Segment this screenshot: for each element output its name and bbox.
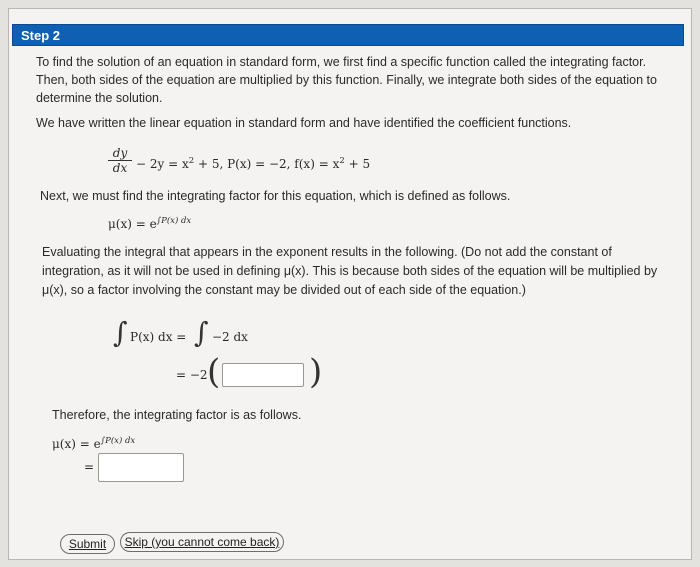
mu-final: $\mu(x) = e^{\int P(x) dx}$ bbox=[52, 436, 136, 451]
standard-form-equation: − $2y = x^2 + 5$, P(x) = −2, $f(x) = x^2 + 5$ bbox=[136, 156, 371, 171]
integral-value-input[interactable] bbox=[222, 363, 304, 387]
integral-sign-rhs: ∫ bbox=[194, 316, 209, 349]
intro-line-2: Then, both sides of the equation are multiplied by this function. Finally, we integrate both sides of the equation to bbox=[36, 73, 657, 87]
mu-definition: $\mu(x) = e^{\int P(x) dx}$ bbox=[108, 216, 192, 231]
fraction-denominator: dx bbox=[112, 161, 128, 175]
next-text: Next, we must find the integrating factor for this equation, which is defined as follows. bbox=[40, 189, 511, 203]
step-header bbox=[12, 24, 684, 46]
skip-button[interactable]: Skip (you cannot come back) bbox=[120, 532, 284, 552]
submit-button[interactable]: Submit bbox=[60, 534, 115, 554]
fraction-numerator: dy bbox=[108, 146, 132, 161]
step-title: Step 2 bbox=[21, 28, 61, 43]
written-text: We have written the linear equation in standard form and have identified the coefficient functions. bbox=[36, 116, 572, 130]
integral-rhs: −2 dx bbox=[212, 330, 248, 344]
equals-sign: = bbox=[84, 460, 95, 474]
integral-result-prefix: = −2 bbox=[176, 368, 208, 382]
evaluate-line-3: μ(x), so a factor involving the constant may be divided out of each side of the equation.) bbox=[42, 283, 526, 297]
integral-sign-lhs: ∫ bbox=[113, 316, 128, 349]
intro-line-3: determine the solution. bbox=[36, 91, 163, 105]
right-paren: ) bbox=[309, 352, 323, 392]
dy-dx-fraction bbox=[108, 146, 132, 175]
left-paren: ( bbox=[207, 352, 221, 392]
integrating-factor-input[interactable] bbox=[98, 453, 184, 482]
evaluate-line-1: Evaluating the integral that appears in the exponent results in the following. (Do not add the constant of bbox=[42, 245, 612, 259]
evaluate-line-2: integration, as it will not be used in defining μ(x). This is because both sides of the equation will be multiplied by bbox=[42, 264, 658, 278]
integral-lhs: P(x) dx = bbox=[130, 330, 187, 344]
therefore-text: Therefore, the integrating factor is as follows. bbox=[52, 408, 302, 422]
intro-line-1: To find the solution of an equation in standard form, we first find a specific function called the integrating factor. bbox=[36, 55, 647, 69]
